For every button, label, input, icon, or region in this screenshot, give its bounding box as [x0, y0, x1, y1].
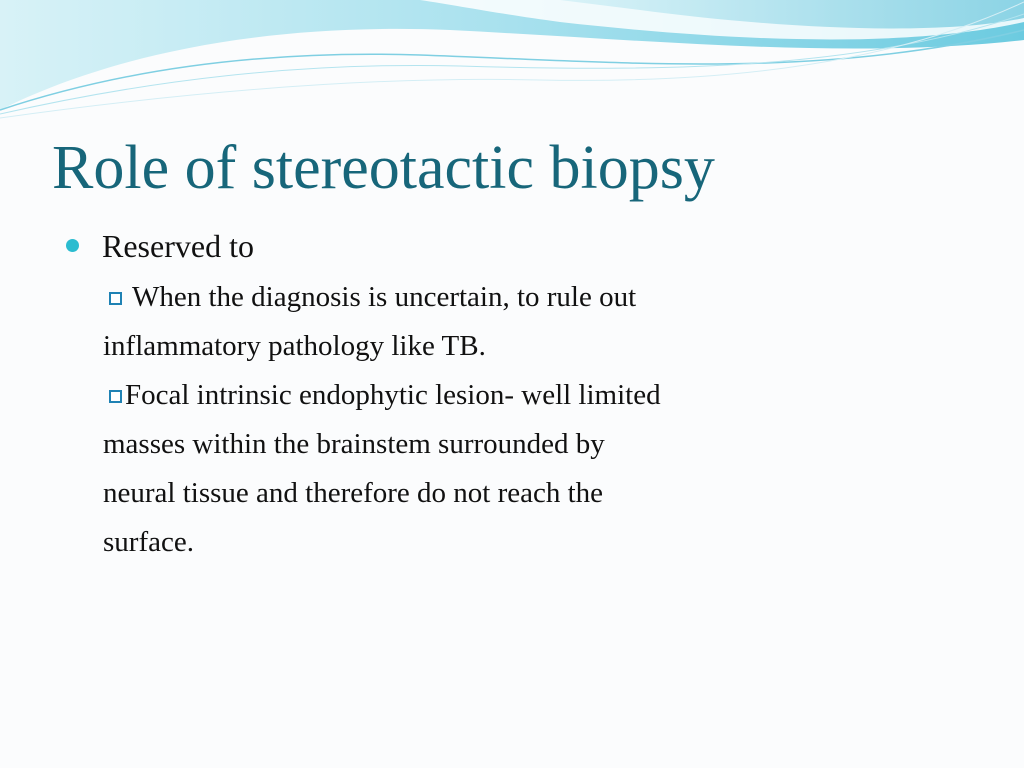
- sub-bullet-line: masses within the brainstem surrounded by: [103, 428, 605, 460]
- header-wave-decoration: [0, 0, 1024, 120]
- sub-bullet-line: When the diagnosis is uncertain, to rule out: [103, 273, 803, 322]
- sub-bullet-focal-lesion: [103, 371, 803, 567]
- sub-bullet-line: surface.: [103, 526, 194, 558]
- sub-bullet-line: inflammatory pathology like TB.: [103, 330, 486, 362]
- sub-bullet-diagnosis: [103, 273, 803, 371]
- checkbox-bullet-icon: [109, 390, 122, 403]
- circle-bullet-icon: [66, 239, 79, 252]
- bullet-text: Reserved to: [102, 228, 254, 264]
- slide-title: Role of stereotactic biopsy: [52, 134, 715, 202]
- checkbox-bullet-icon: [109, 292, 122, 305]
- sub-bullet-line: neural tissue and therefore do not reach the: [103, 477, 604, 509]
- sub-bullet-line: Focal intrinsic endophytic lesion- well limited: [103, 371, 803, 420]
